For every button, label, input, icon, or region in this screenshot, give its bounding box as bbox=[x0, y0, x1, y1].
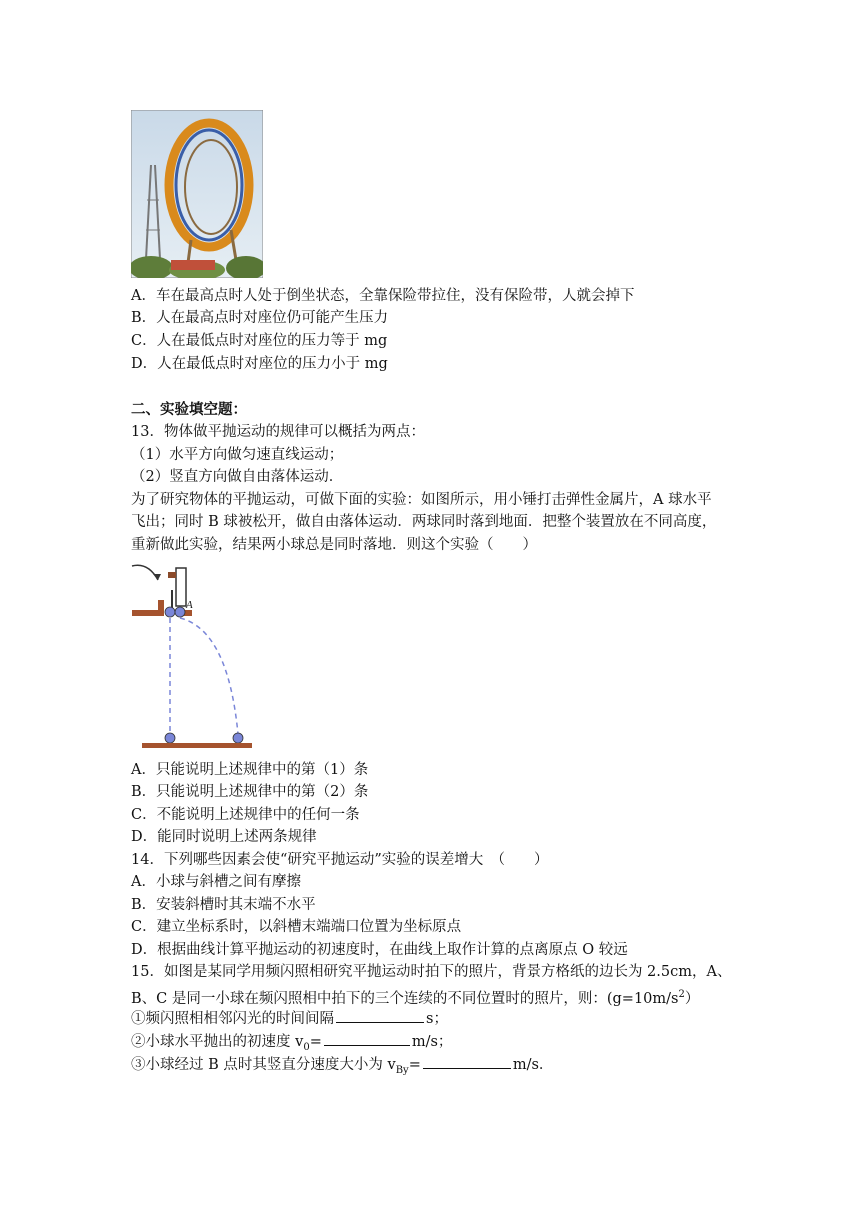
q14-option-d: D．根据曲线计算平抛运动的初速度时，在曲线上取作计算的点离原点 O 较远 bbox=[131, 942, 628, 958]
q15-sub-question-2: ②小球水平抛出的初速度 $v_0= m/s$； bbox=[131, 1031, 452, 1058]
q14-stem: 14．下列哪些因素会使“研究平抛运动”实验的误差增大 （ ） bbox=[131, 852, 549, 868]
answer-blank-2[interactable] bbox=[324, 1031, 410, 1046]
q15-stem-line-2: B、C 是同一小球在频闪照相中拍下的三个连续的不同位置时的照片，则：$(g=10m/s^2)$ bbox=[131, 989, 700, 1007]
q15-sub-question-3: ③小球经过 B 点时其竖直分速度大小为 $v_{By}= m/s$． bbox=[131, 1054, 553, 1081]
q12-option-a: A．车在最高点时人处于倒坐状态，全靠保险带拉住，没有保险带，人就会掉下 bbox=[131, 288, 635, 304]
q13-option-c: C．不能说明上述规律中的任何一条 bbox=[131, 807, 360, 823]
q13-rule-1: （1）水平方向做匀速直线运动； bbox=[131, 447, 344, 463]
q13-option-b: B．只能说明上述规律中的第（2）条 bbox=[131, 784, 369, 800]
q12-option-d: D．人在最低点时对座位的压力小于 mg bbox=[131, 356, 388, 372]
q13-rule-2: （2）竖直方向做自由落体运动． bbox=[131, 469, 344, 485]
roller-coaster-photo bbox=[131, 110, 263, 278]
q13-para-line-2: 飞出；同时 B 球被松开，做自由落体运动．两球同时落到地面．把整个装置放在不同高度， bbox=[131, 514, 717, 530]
ball-a-label: A bbox=[186, 599, 193, 611]
q13-para-line-1: 为了研究物体的平抛运动，可做下面的实验：如图所示，用小锤打击弹性金属片，A 球水平 bbox=[131, 492, 712, 508]
q14-option-b: B．安装斜槽时其末端不水平 bbox=[131, 897, 316, 913]
q12-option-b: B．人在最高点时对座位仍可能产生压力 bbox=[131, 310, 389, 326]
q13-option-d: D．能同时说明上述两条规律 bbox=[131, 829, 317, 845]
q13-option-a: A．只能说明上述规律中的第（1）条 bbox=[131, 762, 369, 778]
q12-option-c: C．人在最低点时对座位的压力等于 mg bbox=[131, 333, 388, 349]
section-heading: 二、实验填空题： bbox=[131, 402, 247, 418]
q14-option-c: C．建立坐标系时，以斜槽末端端口位置为坐标原点 bbox=[131, 919, 462, 935]
q15-stem-line-1: 15．如图是某同学用频闪照相研究平抛运动时拍下的照片，背景方格纸的边长为 2.5cm，A、 bbox=[131, 964, 732, 980]
q15-sub-question-1: ①频闪照相相邻闪光的时间间隔 s； bbox=[131, 1008, 448, 1029]
answer-blank-3[interactable] bbox=[423, 1054, 511, 1069]
q14-option-a: A．小球与斜槽之间有摩擦 bbox=[131, 874, 301, 890]
q13-stem: 13．物体做平抛运动的规律可以概括为两点： bbox=[131, 424, 425, 440]
q13-para-line-3: 重新做此实验，结果两小球总是同时落地．则这个实验（ ） bbox=[131, 537, 537, 553]
projectile-apparatus-figure bbox=[128, 560, 258, 752]
answer-blank-1[interactable] bbox=[336, 1008, 424, 1023]
